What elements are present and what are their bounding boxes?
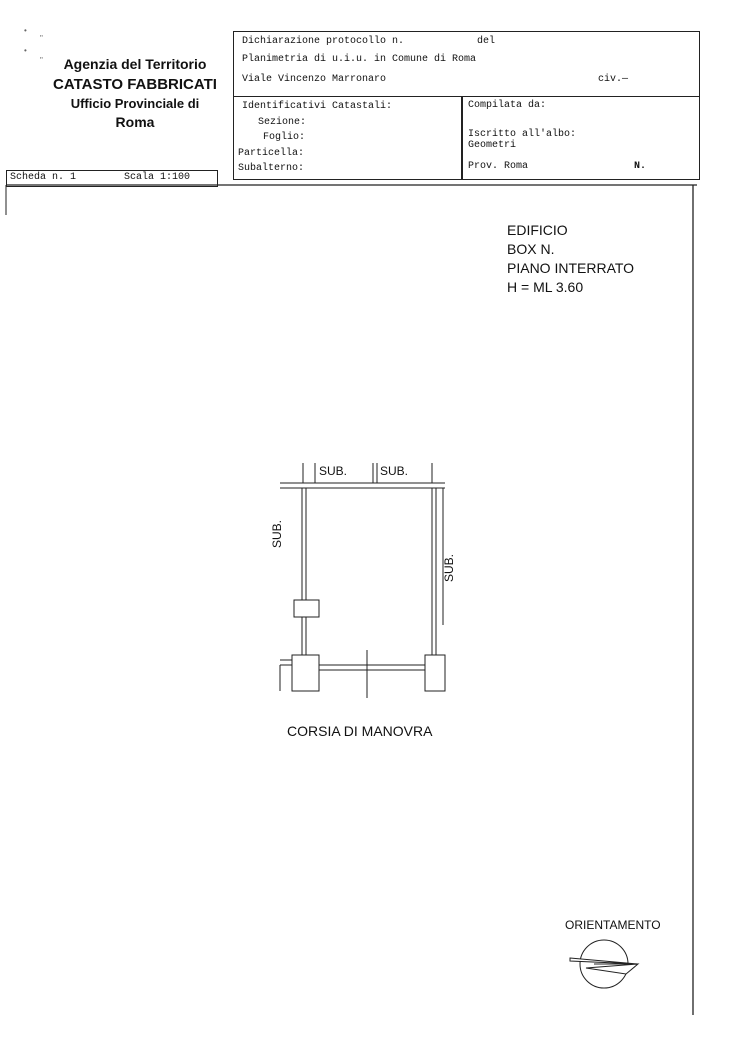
- sub-top-right-label: SUB.: [380, 464, 409, 478]
- del-label: del: [477, 36, 496, 47]
- compass-icon: [566, 936, 646, 992]
- catasto-title: CATASTO FABBRICATI: [53, 76, 217, 93]
- particella-label: Particella:: [238, 148, 305, 159]
- scan-dot: •: [24, 26, 27, 35]
- scan-dot: ": [40, 34, 43, 43]
- sub-left-label: SUB.: [270, 519, 284, 548]
- orientation-label: ORIENTAMENTO: [565, 918, 661, 932]
- info-box: BOX N.: [507, 241, 555, 257]
- office-city: Roma: [115, 114, 155, 130]
- scheda-label: Scheda n. 1: [10, 172, 77, 183]
- planimetria-label: Planimetria di u.i.u. in Comune di Roma: [242, 54, 477, 65]
- sub-right-label: SUB.: [442, 553, 456, 582]
- sezione-label: Sezione:: [258, 117, 307, 128]
- albo-label: Geometri: [468, 140, 517, 151]
- office-label: Ufficio Provinciale di: [70, 96, 200, 111]
- info-piano: PIANO INTERRATO: [507, 260, 635, 276]
- info-block: [507, 221, 634, 297]
- floor-plan: [270, 455, 460, 705]
- agency-name: Agenzia del Territorio: [63, 56, 207, 72]
- address-label: Viale Vincenzo Marronaro: [242, 74, 387, 85]
- subalterno-label: Subalterno:: [238, 163, 305, 174]
- n-label: N.: [634, 161, 647, 172]
- dichiarazione-label: Dichiarazione protocollo n.: [242, 36, 405, 47]
- foglio-label: Foglio:: [263, 132, 306, 143]
- civ-label: civ.—: [598, 74, 629, 85]
- prov-label: Prov. Roma: [468, 161, 529, 172]
- info-edificio: EDIFICIO: [507, 222, 568, 238]
- compilata-label: Compilata da:: [468, 100, 547, 111]
- iscritto-label: Iscritto all'albo:: [468, 129, 577, 140]
- info-height: H = ML 3.60: [507, 279, 584, 295]
- corsia-label: CORSIA DI MANOVRA: [287, 723, 433, 739]
- scan-dot: •: [24, 46, 27, 55]
- identificativi-label: Identificativi Catastali:: [242, 101, 393, 112]
- sub-top-left-label: SUB.: [319, 464, 348, 478]
- scan-dot: ": [40, 56, 43, 65]
- scala-label: Scala 1:100: [124, 172, 191, 183]
